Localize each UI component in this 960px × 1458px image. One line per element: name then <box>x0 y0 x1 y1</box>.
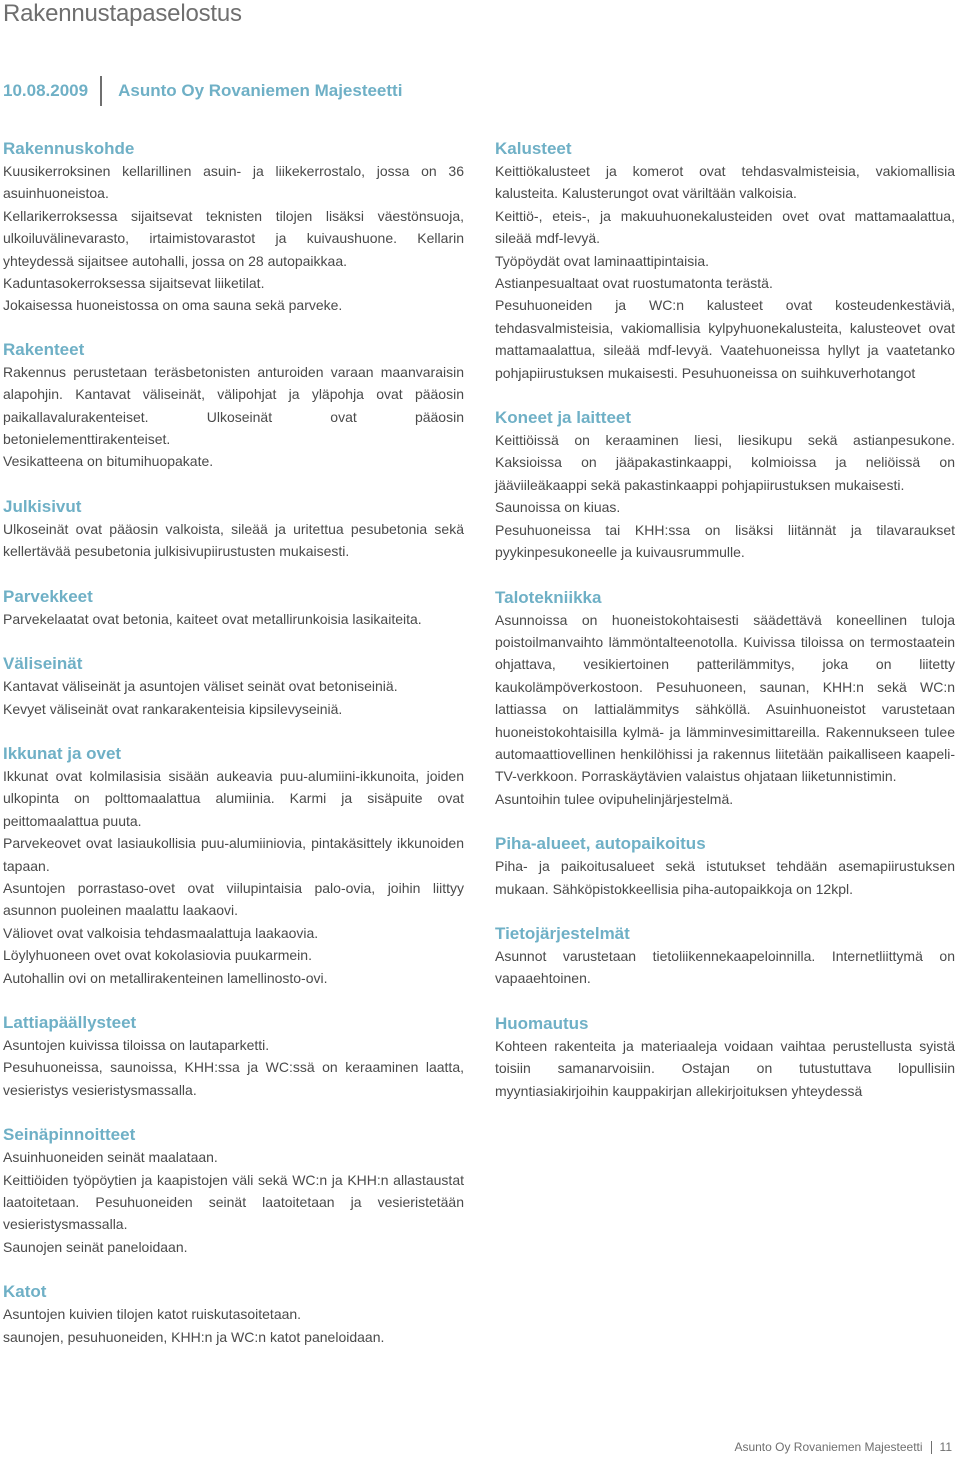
paragraph: Kaduntasokerroksessa sijaitsevat liiketilat. <box>3 275 265 292</box>
section-heading: Kalusteet <box>495 139 572 158</box>
paragraph: Asuntojen kuivissa tiloissa on lautaparketti. <box>3 1036 270 1053</box>
document-meta <box>3 76 402 106</box>
section-huomautus <box>495 1013 955 1102</box>
section-parvekkeet <box>3 586 464 630</box>
section-kalusteet <box>495 138 955 384</box>
paragraph: Saunojen seinät paneloidaan. <box>3 1238 188 1255</box>
paragraph: Ikkunat ovat kolmilasisia sisään aukeavia puu-alumiini-ikkunoita, joiden ulkopinta on polttomaalattua alumiinia. Karmi ja sisäpuite ovat peittomaalattua puuta. <box>3 767 464 829</box>
footer-company: Asunto Oy Rovaniemen Majesteetti <box>734 1440 923 1454</box>
project-name: Asunto Oy Rovaniemen Majesteetti <box>118 81 403 100</box>
paragraph: Vesikatteena on bitumihuopakate. <box>3 453 214 470</box>
section-talotekniikka <box>495 587 955 811</box>
section-heading: Seinäpinnoitteet <box>3 1125 136 1145</box>
paragraph: Kevyet väliseinät ovat rankarakenteisia kipsilevyseiniä. <box>3 700 343 717</box>
paragraph: Löylyhuoneen ovet ovat kokolasiovia puukarmein. <box>3 947 312 964</box>
section-heading: Talotekniikka <box>495 587 602 607</box>
section-heading: Väliseinät <box>3 654 83 674</box>
section-heading: Tietojärjestelmät <box>495 923 630 943</box>
section-heading: Rakenteet <box>3 339 85 359</box>
page-number: 11 <box>939 1440 952 1454</box>
paragraph: Jokaisessa huoneistossa on oma sauna sekä parveke. <box>3 297 343 314</box>
section-tietojarjestelmat <box>495 923 955 990</box>
meta-divider <box>100 76 102 106</box>
paragraph: Pesuhuoneissa tai KHH:ssa on lisäksi liitännät ja tilavaraukset pyykinpesukoneelle ja kuivausrummulle. <box>495 521 955 561</box>
section-rakenteet <box>3 339 464 473</box>
paragraph: Asuntojen porrastaso-ovet ovat viilupintaisia palo-ovia, joihin liittyy asunnon puoleinen maalattu laakaovi. <box>3 879 464 919</box>
section-julkisivut <box>3 496 464 563</box>
paragraph: Asuinhuoneiden seinät maalataan. <box>3 1149 218 1166</box>
paragraph: Kellarikerroksessa sijaitsevat teknisten tilojen lisäksi väestönsuoja, ulkoiluvälinevarasto, irtaimistovarastot ja kuivaushuone. Kellarin yhteydessä sijaitsee autohalli, jossa on 28 autopaikkaa. <box>3 207 464 269</box>
left-column <box>3 138 464 1348</box>
section-heading: Ikkunat ja ovet <box>3 743 122 763</box>
section-heading: Julkisivut <box>3 496 82 516</box>
section-heading: Rakennuskohde <box>3 139 135 158</box>
section-katot <box>3 1281 464 1348</box>
paragraph: Keittiökalusteet ja komerot ovat tehdasvalmisteisia, vakiomallisia kalusteita. Kalusterungot ovat väriltään valkoisia. <box>495 163 955 202</box>
paragraph: Kohteen rakenteita ja materiaaleja voidaan vaihtaa perustellusta syistä toisiin samanarvoisiin. Ostajan on tutustuttava lopullisiin myyntiasiakirjoihin kauppakirjan allekirjoituksen yhteydessä <box>495 1037 955 1099</box>
section-heading: Piha-alueet, autopaikoitus <box>495 834 706 854</box>
section-ikkunat-ja-ovet <box>3 743 464 989</box>
paragraph: Keittiöissä on keraaminen liesi, liesikupu sekä astianpesukone. Kaksioissa on jääpakastinkaappi, kolmioissa ja neliöissä on jääviileäkaappi sekä pakastinkaappi pohjapiirustuksen mukaisesti. <box>495 432 955 493</box>
section-heading: Katot <box>3 1282 47 1302</box>
section-lattiapaallysteet <box>3 1012 464 1101</box>
paragraph: Asuntojen kuivien tilojen katot ruiskutasoitetaan. <box>3 1306 302 1323</box>
document-date: 10.08.2009 <box>3 81 89 100</box>
section-heading: Lattiapäällysteet <box>3 1012 137 1032</box>
paragraph: Työpöydät ovat laminaattipintaisia. <box>495 252 710 269</box>
paragraph: Autohallin ovi on metallirakenteinen lamellinosto-ovi. <box>3 969 328 986</box>
section-heading: Huomautus <box>495 1013 589 1033</box>
paragraph: Asuntoihin tulee ovipuhelinjärjestelmä. <box>495 790 734 807</box>
paragraph: saunojen, pesuhuoneiden, KHH:n ja WC:n katot paneloidaan. <box>3 1328 385 1345</box>
paragraph: Kantavat väliseinät ja asuntojen väliset seinät ovat betoniseiniä. <box>3 678 398 695</box>
page-footer <box>734 1440 952 1454</box>
right-column <box>495 138 955 1102</box>
footer-divider <box>931 1441 932 1454</box>
paragraph: Astianpesualtaat ovat ruostumatonta terästä. <box>495 275 773 292</box>
paragraph: Asunnot varustetaan tietoliikennekaapeloinnilla. Internetliittymä on vapaaehtoinen. <box>495 947 955 987</box>
paragraph: Keittiöiden työpöytien ja kaapistojen väli sekä WC:n ja KHH:n allastaustat laatoitetaan. Pesuhuoneiden seinät laatoitetaan ja vesieristetään vesieristysmassalla. <box>3 1171 464 1233</box>
paragraph: Rakennus perustetaan teräsbetonisten anturoiden varaan maanvaraisin alapohjin. Kantavat väliseinät, välipohjat ja yläpohja ovat pääosin paikallavalurakenteiset. Ulkoseinät ovat pääosin betonielementtirakenteiset. <box>3 363 464 448</box>
section-heading: Parvekkeet <box>3 586 93 606</box>
paragraph: Pesuhuoneissa, saunoissa, KHH:ssa ja WC:ssä on keraaminen laatta, vesieristys vesieristysmassalla. <box>3 1059 464 1098</box>
paragraph: Asunnoissa on huoneistokohtaisesti säädettävä koneellinen tuloja poistoilmanvaihto lämmöntalteenotolla. Kuivissa tiloissa on termostaatein ohjattava, vesikiertoinen patterilämmitys, joka on liitetty kaukolämpöverkostoon. Pesuhuoneen, saunan, KHH:n sekä WC:n lattiassa on lattialämmitys sähköllä. Asuinhuoneistot varustetaan huoneistokohtaisilla kylmä- ja lämminvesimittareilla. Rakennukseen tulee automaattiovellinen henkilöhissi ja rakennus liitetään paikalliseen kaapeli-TV-verkkoon. Porraskäytävien valaistus ohjataan liiketunnistimin. <box>495 611 955 785</box>
section-piha-alueet <box>495 833 955 900</box>
paragraph: Piha- ja paikoitusalueet sekä istutukset tehdään asemapiirustuksen mukaan. Sähköpistokkeellisia piha-autopaikkoja on 12kpl. <box>495 858 955 897</box>
section-heading: Koneet ja laitteet <box>495 408 632 428</box>
document-title: Rakennustapaselostus <box>3 0 242 27</box>
paragraph: Väliovet ovat valkoisia tehdasmaalattuja laakaovia. <box>3 924 319 941</box>
section-koneet-ja-laitteet <box>495 407 955 563</box>
paragraph: Parvekeovet ovat lasiaukollisia puu-alumiiniovia, pintakäsittely ikkunoiden tapaan. <box>3 835 464 874</box>
paragraph: Saunoissa on kiuas. <box>495 499 621 516</box>
paragraph: Ulkoseinät ovat pääosin valkoista, sileää ja uritettua pesubetonia sekä kellertävää pesubetonia julkisivupiirustusten mukaisesti. <box>3 520 464 560</box>
paragraph: Kuusikerroksinen kellarillinen asuin- ja liikekerrostalo, jossa on 36 asuinhuoneistoa. <box>3 163 464 202</box>
section-valiseinat <box>3 653 464 720</box>
section-rakennuskohde <box>3 138 464 317</box>
paragraph: Keittiö-, eteis-, ja makuuhuonekalusteiden ovet ovat mattamaalattua, sileää mdf-levyä. <box>495 207 955 247</box>
paragraph: Parvekelaatat ovat betonia, kaiteet ovat metallirunkoisia lasikaiteita. <box>3 610 422 627</box>
paragraph: Pesuhuoneiden ja WC:n kalusteet ovat kosteudenkestäviä, tehdasvalmisteisia, vakiomallisia kylpyhuonekalusteita, kalusteovet ovat mattamaalattua, sileää mdf-levyä. Vaatehuoneissa hyllyt ja vaatetanko pohjapiirustuksen mukaisesti. Pesuhuoneissa on suihkuverhotangot <box>495 297 955 381</box>
section-seinapinnoitteet <box>3 1124 464 1258</box>
